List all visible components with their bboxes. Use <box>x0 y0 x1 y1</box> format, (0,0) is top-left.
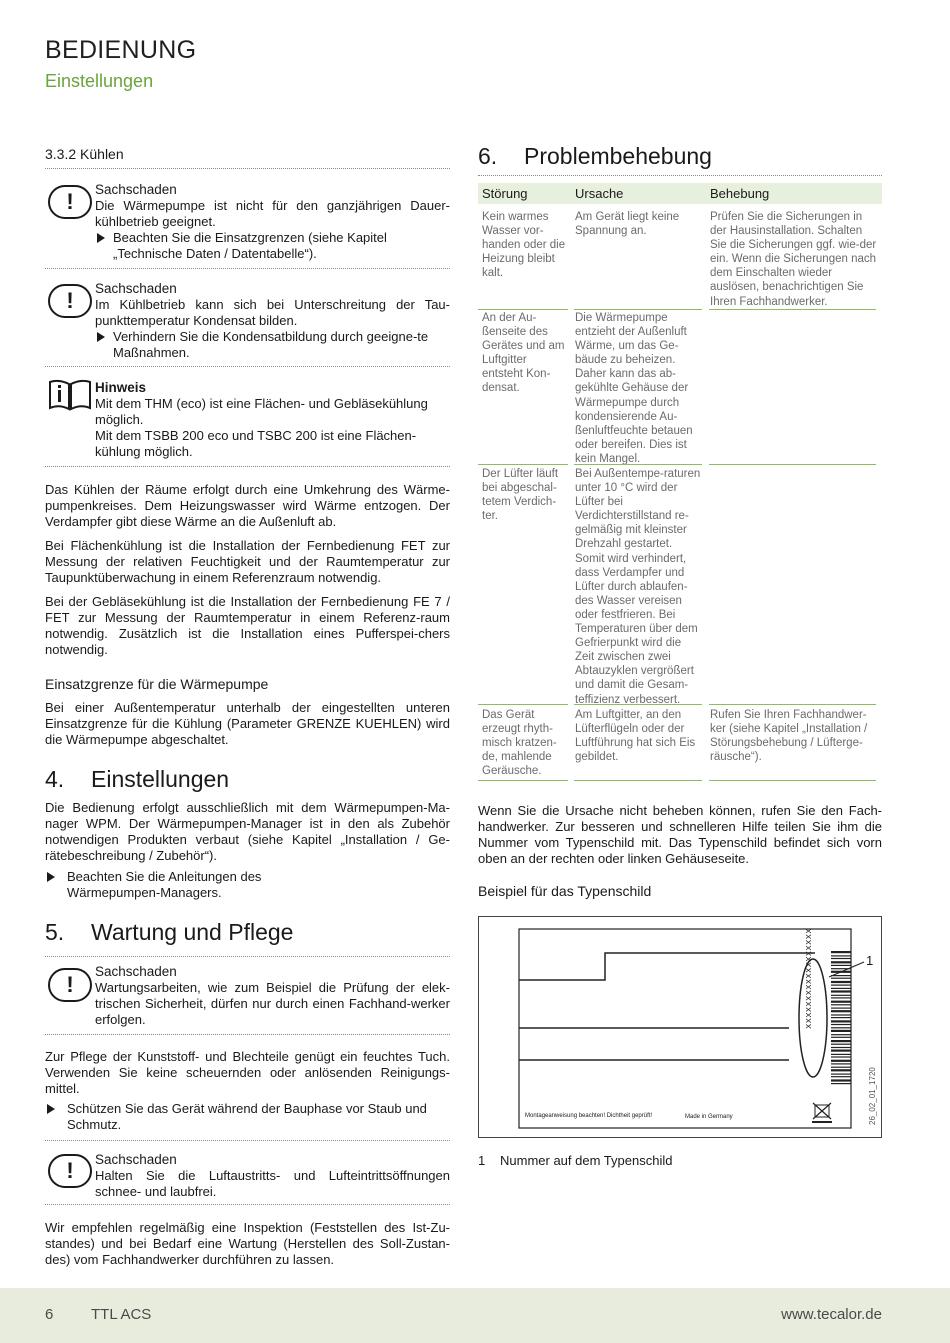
chapter-title: Einstellungen <box>91 766 230 792</box>
subheading-typenschild: Beispiel für das Typenschild <box>478 883 652 899</box>
barcode-stripe <box>831 1024 851 1025</box>
divider <box>45 1204 450 1205</box>
table-cell: Bei Außentempe-raturen unter 10 °C wird der Lüfter bei Verdichterstillstand re-gelmäßig mit kleinster Drehzahl gestartet. Somit wird verhindert, dass Verdampfer und Lüfter durch ablaufen-des Wasser vereisen oder festfrieren. Bei Temperaturen über dem Gefrierpunkt wird die Zeit zwischen zwei Abtauzyklen vergrößert und damit die Gesam-teffizienz verbessert. <box>575 468 701 706</box>
footer-link[interactable]: www.tecalor.de <box>781 1306 882 1323</box>
paragraph: Bei der Gebläsekühlung ist die Installation der Fernbedienung FE 7 / FET zur Messung der Raumtemperatur in einem Referenz-raum notwendig. Zusätzlich ist die Installation eines Pufferspei-chers notwendig. <box>45 594 450 657</box>
plate-note: Made in Germany <box>685 1114 733 1120</box>
warning-body: Wartungsarbeiten, wie zum Beispiel die Prüfung der elek-trischen Sicherheit, dürfen nur durch einen Fachhand-werker erfolgen. <box>95 980 450 1027</box>
barcode-stripe <box>831 961 851 963</box>
divider <box>45 1034 450 1035</box>
table-header: Behebung <box>710 186 770 201</box>
barcode-stripe <box>831 995 851 996</box>
paragraph: Wenn Sie die Ursache nicht beheben können, rufen Sie den Fach-handwerker. Zur besseren und schnelleren Hilfe teilen Sie ihm die Nummer vom Typenschild mit. Das Typenschild befindet sich vorn oben an der rechten oder linken Gehäuseseite. <box>478 803 882 866</box>
callout-label: 1 <box>866 953 874 968</box>
divider <box>45 466 450 467</box>
barcode-stripe <box>831 1040 851 1042</box>
instruction-step: Beachten Sie die Anleitungen des Wärmepumpen-Managers. <box>45 869 305 901</box>
table-cell: An der Au-ßenseite des Gerätes und am Luftgitter entsteht Kon-densat. <box>482 312 565 395</box>
legend-number: 1 <box>478 1153 486 1168</box>
row-divider <box>574 704 702 705</box>
barcode-stripe <box>831 988 851 989</box>
chapter-number: 5. <box>45 919 65 945</box>
page-footer <box>0 1288 950 1343</box>
barcode-stripe <box>831 981 851 983</box>
page-number: 6 <box>45 1306 54 1323</box>
subheading-einsatzgrenze: Einsatzgrenze für die Wärmepumpe <box>45 676 269 692</box>
row-divider <box>478 309 568 310</box>
row-divider <box>709 309 876 310</box>
row-divider <box>574 464 702 465</box>
barcode-stripe <box>831 1030 851 1032</box>
instruction-step: Verhindern Sie die Kondensatbildung durch geeigne-te Maßnahmen. <box>95 329 450 361</box>
chapter-heading-einstellungen <box>45 766 229 793</box>
barcode-stripe <box>831 1008 851 1009</box>
barcode-stripe <box>831 1020 851 1022</box>
barcode-stripe <box>831 955 851 956</box>
barcode-stripe <box>831 1079 851 1081</box>
row-divider <box>478 704 568 705</box>
table-cell: Das Gerät erzeugt rhyth-misch kratzen-de, mahlende Geräusche. <box>482 709 557 778</box>
instruction-step: Schützen Sie das Gerät während der Bauphase vor Staub und Schmutz. <box>45 1101 450 1133</box>
table-cell: Am Luftgitter, an den Lüfterflügeln oder der Luftführung hat sich Eis gebildet. <box>575 709 696 764</box>
barcode-stripe <box>831 1050 851 1052</box>
barcode-stripe <box>831 951 851 953</box>
warning-title: Sachschaden <box>95 281 177 296</box>
paragraph: Zur Pflege der Kunststoff- und Blechteile genügt ein feuchtes Tuch. Verwenden Sie keine scheuernden oder anlösenden Reinigungs-mittel. <box>45 1049 450 1096</box>
row-divider <box>709 780 876 781</box>
row-divider <box>478 464 568 465</box>
note-line: Mit dem THM (eco) ist eine Flächen- und Gebläsekühlung möglich. <box>95 396 428 427</box>
warning-body: Halten Sie die Luftaustritts- und Lufteintrittsöffnungen schnee- und laubfrei. <box>95 1168 450 1199</box>
barcode-stripe <box>831 1074 851 1075</box>
barcode-stripe <box>831 1010 851 1012</box>
table-cell: Der Lüfter läuft bei abgeschal-tetem Verdich-ter. <box>482 468 559 523</box>
barcode-stripe <box>831 1034 851 1035</box>
divider <box>478 175 882 176</box>
row-divider <box>709 464 876 465</box>
barcode-stripe <box>831 1063 851 1064</box>
barcode-stripe <box>831 1014 851 1015</box>
chapter-heading-problembehebung <box>478 143 712 170</box>
table-cell: Kein warmes Wasser vor-handen oder die Heizung bleibt kalt. <box>482 211 566 280</box>
warning-icon: ! <box>48 1154 92 1188</box>
table-cell: Prüfen Sie die Sicherungen in der Hausinstallation. Schalten Sie die Sicherungen ggf. wie-der ein. Wenn die Sicherungen nach dem Einschalten wieder auslösen, benachrichtigen Sie Ihren Fachhandwerker. <box>710 211 877 308</box>
table-cell: Am Gerät liegt keine Spannung an. <box>575 211 680 238</box>
barcode-stripe <box>831 1047 851 1048</box>
warning-title: Sachschaden <box>95 964 177 979</box>
divider <box>45 1140 450 1141</box>
row-divider <box>574 309 702 310</box>
note-box <box>95 380 450 460</box>
chapter-number: 4. <box>45 766 65 792</box>
type-plate-figure <box>478 916 882 1138</box>
subsection-heading-kuehlen: 3.3.2 Kühlen <box>45 146 124 162</box>
divider <box>45 168 450 169</box>
barcode-stripe <box>831 1056 851 1057</box>
barcode-stripe <box>831 985 851 986</box>
troubleshooting-table <box>478 183 882 838</box>
barcode-stripe <box>831 1044 851 1045</box>
warning-title: Sachschaden <box>95 1152 177 1167</box>
warning-box-4 <box>95 964 450 1028</box>
warning-box-2 <box>95 281 450 361</box>
barcode-stripe <box>831 1004 851 1005</box>
row-divider <box>574 780 702 781</box>
page-subtitle: Einstellungen <box>45 71 154 91</box>
table-header: Ursache <box>575 186 624 201</box>
instruction-step: Beachten Sie die Einsatzgrenzen (siehe Kapitel „Technische Daten / Datentabelle“). <box>95 230 450 262</box>
barcode-stripe <box>831 1017 851 1018</box>
barcode-stripe <box>831 997 851 998</box>
divider <box>45 366 450 367</box>
figure-code: 26_02_01_1720 <box>868 1067 877 1125</box>
warning-icon: ! <box>48 968 92 1002</box>
chapter-title: Wartung und Pflege <box>91 919 294 945</box>
barcode-stripe <box>831 965 851 966</box>
barcode-stripe <box>831 1083 851 1084</box>
table-header-row <box>478 183 882 204</box>
note-line: Mit dem TSBB 200 eco und TSBC 200 ist eine Flächen-kühlung möglich. <box>95 428 417 459</box>
barcode-stripe <box>831 1027 851 1028</box>
barcode-stripe <box>831 1054 851 1055</box>
barcode-stripe <box>831 1037 851 1038</box>
table-cell: Rufen Sie Ihren Fachhandwer-ker (siehe Kapitel „Installation / Störungsbehebung / Lüfterge-räusche“). <box>710 709 868 764</box>
paragraph: Die Bedienung erfolgt ausschließlich mit dem Wärmepumpen-Ma-nager WPM. Der Wärmepumpen-Manager ist in den als Zubehör notwendigen Produkten verbaut (siehe Kapitel „Installation / Ge-rätebeschreibung / Zubehör“). <box>45 800 450 863</box>
warning-icon: ! <box>48 185 92 219</box>
warning-body: Die Wärmepumpe ist nicht für den ganzjährigen Dauer-kühlbetrieb geeignet. <box>95 198 450 229</box>
row-divider <box>709 704 876 705</box>
type-plate-drawing <box>479 917 881 1137</box>
divider <box>45 956 450 957</box>
figure-legend <box>478 1153 672 1169</box>
barcode-stripe <box>831 1060 851 1062</box>
warning-box-5 <box>95 1152 450 1200</box>
paragraph: Wir empfehlen regelmäßig eine Inspektion (Feststellen des Ist-Zu-standes) und bei Bedarf eine Wartung (Herstellen des Soll-Zustan-des) vom Fachhandwerker durchführen zu lassen. <box>45 1220 450 1267</box>
paragraph: Das Kühlen der Räume erfolgt durch eine Umkehrung des Wärme-pumpenkreises. Dem Heizungswasser wird Wärme entzogen. Der Verdampfer gibt diese Wärme an die Außenluft ab. <box>45 482 450 529</box>
plate-note: Montageanweisung beachten! Dichtheit geprüft! <box>525 1113 653 1119</box>
warning-body: Im Kühlbetrieb kann sich bei Unterschreitung der Tau-punkttemperatur Kondensat bilden. <box>95 297 450 328</box>
note-title: Hinweis <box>95 380 147 395</box>
barcode-stripe <box>831 1069 851 1071</box>
barcode-stripe <box>831 958 851 959</box>
warning-box-1 <box>95 182 450 262</box>
warning-title: Sachschaden <box>95 182 177 197</box>
serial-number: xxxxxxxxxxxxxxxxxx <box>804 928 814 1029</box>
warning-icon: ! <box>48 284 92 318</box>
row-divider <box>478 780 568 781</box>
chapter-heading-wartung <box>45 919 293 946</box>
barcode-stripe <box>831 1076 851 1077</box>
chapter-number: 6. <box>478 143 498 169</box>
product-name: TTL ACS <box>91 1306 152 1323</box>
table-cell: Die Wärmepumpe entzieht der Außenluft Wärme, um das Ge-bäude zu beheizen. Daher kann das ab-gekühlte Gehäuse der Wärmepumpe durch kondensierende Au-ßenluftfeuchte betauen oder bereifen. Dies ist kein Mangel. <box>575 312 693 465</box>
barcode-stripe <box>831 1001 851 1003</box>
page-section-title: BEDIENUNG <box>45 36 197 64</box>
paragraph: Bei einer Außentemperatur unterhalb der eingestellten unteren Einsatzgrenze für die Kühlung (Parameter GRENZE KUEHLEN) wird die Wärmepumpe abgeschaltet. <box>45 700 450 747</box>
table-header: Störung <box>482 186 528 201</box>
barcode-stripe <box>831 990 851 992</box>
legend-text: Nummer auf dem Typenschild <box>500 1153 673 1168</box>
barcode-stripe <box>831 1067 851 1068</box>
divider <box>45 268 450 269</box>
chapter-title: Problembehebung <box>524 143 712 169</box>
paragraph: Bei Flächenkühlung ist die Installation der Fernbedienung FET zur Messung der relativen Feuchtigkeit und der Raumtemperatur zur Taupunktüberwachung in einem Referenzraum notwendig. <box>45 538 450 585</box>
book-icon <box>48 378 92 417</box>
barcode-stripe <box>831 978 851 979</box>
